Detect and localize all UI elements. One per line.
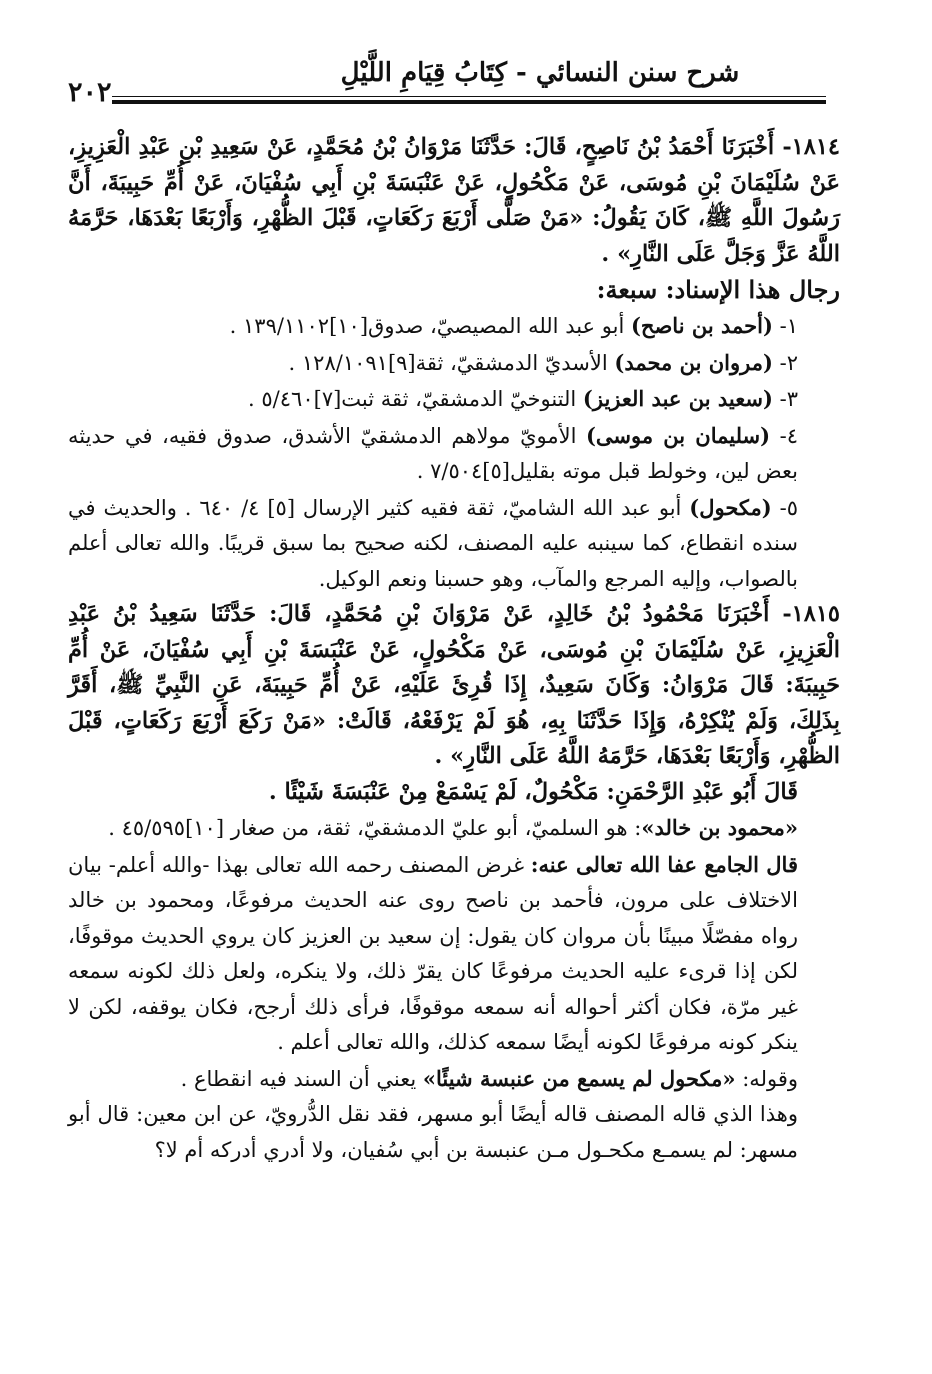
narrator-name: (مروان بن محمد)	[614, 349, 773, 375]
commentary-paragraph	[68, 847, 840, 1061]
narrator-details: الأسديّ الدمشقيّ، ثقة[٩]١٢٨/١٠٩١ .	[288, 350, 608, 375]
qawluhu-prefix: وقوله:	[742, 1066, 798, 1091]
mahmud-details: : هو السلميّ، أبو عليّ الدمشقيّ، ثقة، من صغار [١٠]٤٥/٥٩٥ .	[108, 816, 642, 840]
hadith-1814: ١٨١٤- أَخْبَرَنَا أَحْمَدُ بْنُ نَاصِحٍ، قَالَ: حَدَّثَنَا مَرْوَانُ بْنُ مُحَمَّدٍ، عَنْ سَعِيدِ بْنِ عَبْدِ الْعَزِيزِ، عَنْ سُلَيْمَانَ بْنِ مُوسَى، عَنْ مَكْحُولٍ، عَنْ عَنْبَسَةَ بْنِ أَبِي سُفْيَانَ، عَنْ أُمِّ حَبِيبَةَ، أَنَّ رَسُولَ اللَّهِ ﷺ، كَانَ يَقُولُ: «مَنْ صَلَّى أَرْبَعَ رَكَعَاتٍ، قَبْلَ الظُّهْرِ، وَأَرْبَعًا بَعْدَهَا، حَرَّمَهُ اللَّهُ عَزَّ وَجَلَّ عَلَى النَّارِ» .	[68, 134, 840, 267]
narrators-heading: رجال هذا الإسناد: سبعة:	[596, 275, 840, 304]
mahmud-note	[68, 810, 840, 847]
narrator-number: ٣-	[779, 387, 798, 411]
narrator-number: ١-	[779, 314, 798, 338]
narrator-number: ٤-	[779, 423, 798, 448]
narrator-details: التنوخيّ الدمشقيّ، ثقة ثبت[٧]٥/٤٦٠ .	[248, 387, 577, 411]
narrator-number: ٢-	[779, 350, 798, 375]
narrator-name: (مكحول)	[689, 494, 772, 520]
qawluhu-rest: يعني أن السند فيه انقطاع .	[180, 1066, 417, 1091]
commentary-text: غرض المصنف رحمه الله تعالى بهذا -والله أعلم- بيان الاختلاف على مرون، فأحمد بن ناصح روى عنه الحديث مرفوعًا، ومحمود بن خالد رواه مفصّلًا مبينًا بأن مروان كان يقول: إن سعيد بن العزيز كان يروي الحديث موقوفًا، لكن إذا قرىء عليه الحديث مرفوعًا كان يقرّ ذلك، ولا ينكره، ولعل ذلك لكونه سمعه غير مرّة، فكان أكثر أحواله أنه سمعه موقوفًا، فرأى ذلك أرجح، فكان يوقفه، لكن لا ينكر كونه مرفوعًا لكونه أيضًا سمعه كذلك، والله تعالى أعلم .	[68, 852, 798, 1054]
narrator-4	[68, 418, 840, 490]
narrator-name: (سعيد بن عبد العزيز)	[582, 386, 773, 411]
narrator-details: أبو عبد الله الشاميّ، ثقة فقيه كثير الإرسال [٥] ٤/ ٦٤٠ . والحديث في سنده انقطاع، كما سينبه عليه المصنف، لكنه صحيح بما سبق قريبًا. والله تعالى أعلم بالصواب، وإليه المرجع والمآب، وهو حسبنا ونعم الوكيل.	[68, 495, 798, 591]
final-paragraph: وهذا الذي قاله المصنف قاله أيضًا أبو مسهر، فقد نقل الدُّرويّ، عن ابن معين: قال أبو مسهر: لم يسمـع مكحـول مـن عنبسة بن أبي سُفيان، ولا أدري أدركه أم لا؟	[68, 1102, 798, 1162]
qawluhu-paragraph	[68, 1061, 840, 1098]
mahmud-name: «محمود بن خالد»	[641, 815, 798, 840]
abu-abdurrahman-statement: قَالَ أَبُو عَبْدِ الرَّحْمَنِ: مَكْحُولٌ، لَمْ يَسْمَعْ مِنْ عَنْبَسَةَ شَيْئًا .	[268, 778, 798, 805]
narrator-2	[68, 345, 840, 382]
page-number: ٢٠٢	[68, 77, 112, 108]
narrator-5	[68, 490, 840, 598]
narrator-number: ٥-	[779, 495, 798, 520]
narrator-details: الأمويّ مولاهم الدمشقيّ الأشدق، صدوق فقيه، في حديثه بعض لين، وخولط قبل موته بقليل[٥]٧/٥٠٤ .	[68, 423, 798, 483]
qawluhu-quote: «مكحول لم يسمع من عنبسة شيئًا»	[422, 1065, 736, 1091]
header-rule-thin	[112, 96, 826, 97]
hadith-1815: ١٨١٥- أَخْبَرَنَا مَحْمُودُ بْنُ خَالِدٍ، عَنْ مَرْوَانَ بْنِ مُحَمَّدٍ، قَالَ: حَدَّثَنَا سَعِيدُ بْنُ عَبْدِ الْعَزِيزِ، عَنْ سُلَيْمَانَ بْنِ مُوسَى، عَنْ مَكْحُولٍ، عَنْ عَنْبَسَةَ بْنِ أَبِي سُفْيَانَ، عَنْ أُمِّ حَبِيبَةَ: قَالَ مَرْوَانُ: وَكَانَ سَعِيدٌ، إِذَا قُرِئَ عَلَيْهِ، عَنْ أُمِّ حَبِيبَةَ، عَنِ النَّبِيِّ ﷺ، أَقَرَّ بِذَلِكَ، وَلَمْ يُنْكِرْهُ، وَإِذَا حَدَّثَنَا بِهِ، هُوَ لَمْ يَرْفَعْهُ، قَالَتْ: «مَنْ رَكَعَ أَرْبَعَ رَكَعَاتٍ، قَبْلَ الظُّهْرِ، وَأَرْبَعًا بَعْدَهَا، حَرَّمَهُ اللَّهُ عَلَى النَّارِ» .	[68, 601, 840, 769]
running-title: شرح سنن النسائي - كِتَابُ قِيَامِ اللَّيْلِ	[340, 58, 740, 88]
narrator-name: (سليمان بن موسى)	[585, 422, 771, 448]
page-content	[68, 130, 840, 1168]
narrator-1	[68, 308, 840, 345]
narrator-details: أبو عبد الله المصيصيّ، صدوق[١٠]١٣٩/١١٠٢ .	[229, 314, 625, 338]
narrator-3	[68, 381, 840, 418]
header-rule-thick	[112, 100, 826, 104]
commentary-label: قال الجامع عفا الله تعالى عنه:	[530, 851, 798, 877]
narrator-name: (أحمد بن ناصح)	[630, 313, 773, 338]
header-rule	[112, 96, 826, 108]
